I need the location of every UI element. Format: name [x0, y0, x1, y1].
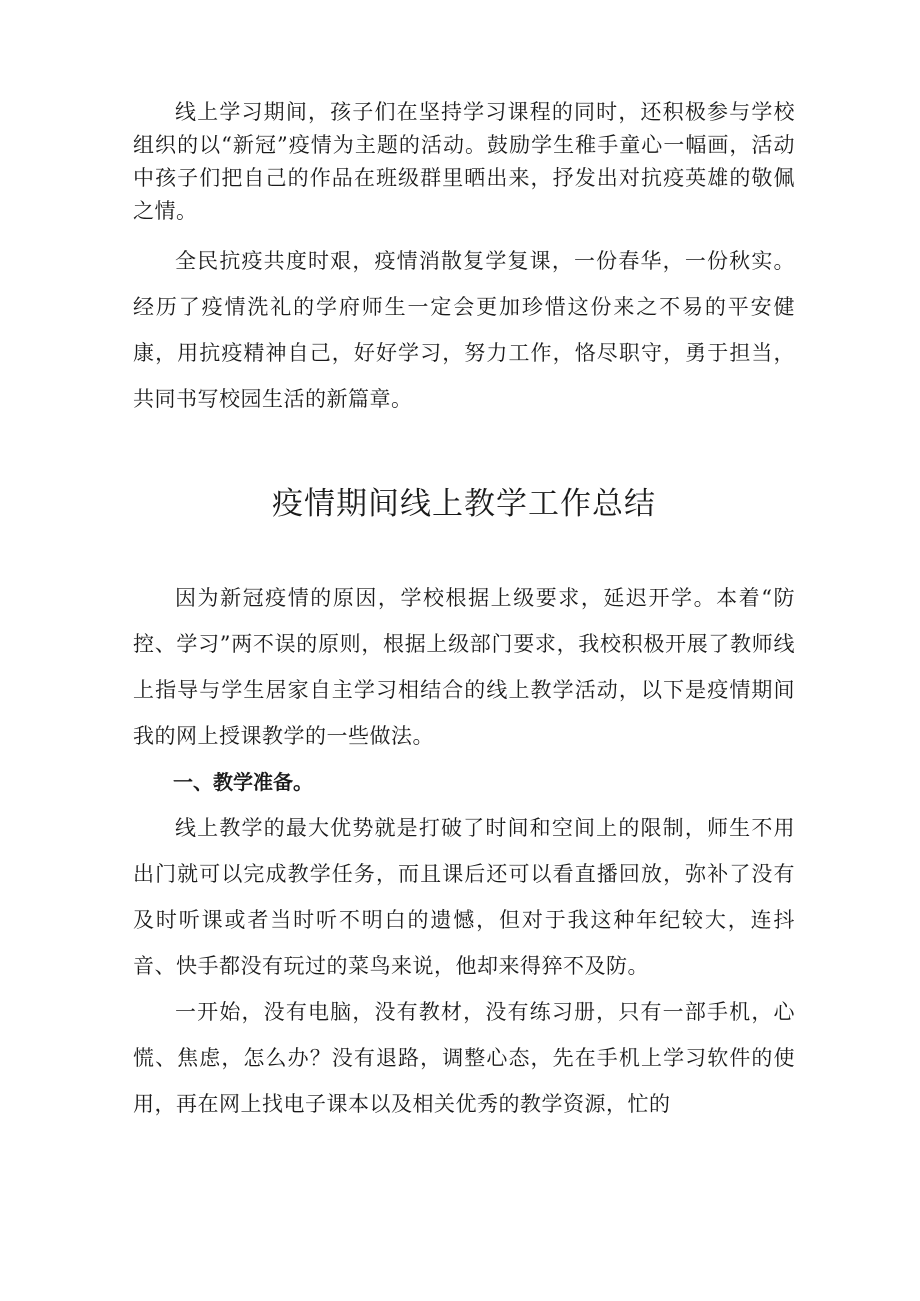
- intro-paragraph-1: 线上学习期间，孩子们在坚持学习课程的同时，还积极参与学校组织的以“新冠”疫情为主题的活动。鼓励学生稚手童心一幅画，活动中孩子们把自己的作品在班级群里晒出来，抒发出对抗疫英雄的敬佩之情。: [133, 100, 795, 223]
- section-paragraph-1: 线上教学的最大优势就是打破了时间和空间上的限制，师生不用出门就可以完成教学任务，而且课后还可以看直播回放，弥补了没有及时听课或者当时听不明白的遗憾，但对于我这种年纪较大，连抖音、快手都没有玩过的菜鸟来说，他却来得猝不及防。: [133, 816, 795, 978]
- intro-paragraph-2: 全民抗疫共度时艰，疫情消散复学复课，一份春华，一份秋实。经历了疫情洗礼的学府师生一定会更加珍惜这份来之不易的平安健康，用抗疫精神自己，好好学习，努力工作，恪尽职守，勇于担当，共同书写校园生活的新篇章。: [133, 249, 795, 411]
- document-page: [133, 96, 795, 1127]
- document-title: 疫情期间线上教学工作总结: [272, 486, 656, 522]
- section-paragraph-2: 一开始，没有电脑，没有教材，没有练习册，只有一部手机，心慌、焦虑，怎么办？没有退路，调整心态，先在手机上学习软件的使用，再在网上找电子课本以及相关优秀的教学资源，忙的: [133, 1000, 795, 1116]
- section-heading: 一、教学准备。: [173, 770, 313, 794]
- body-intro-paragraph: 因为新冠疫情的原因，学校根据上级要求，延迟开学。本着“防控、学习”两不误的原则，根据上级部门要求，我校积极开展了教师线上指导与学生居家自主学习相结合的线上教学活动，以下是疫情期间我的网上授课教学的一些做法。: [133, 586, 795, 748]
